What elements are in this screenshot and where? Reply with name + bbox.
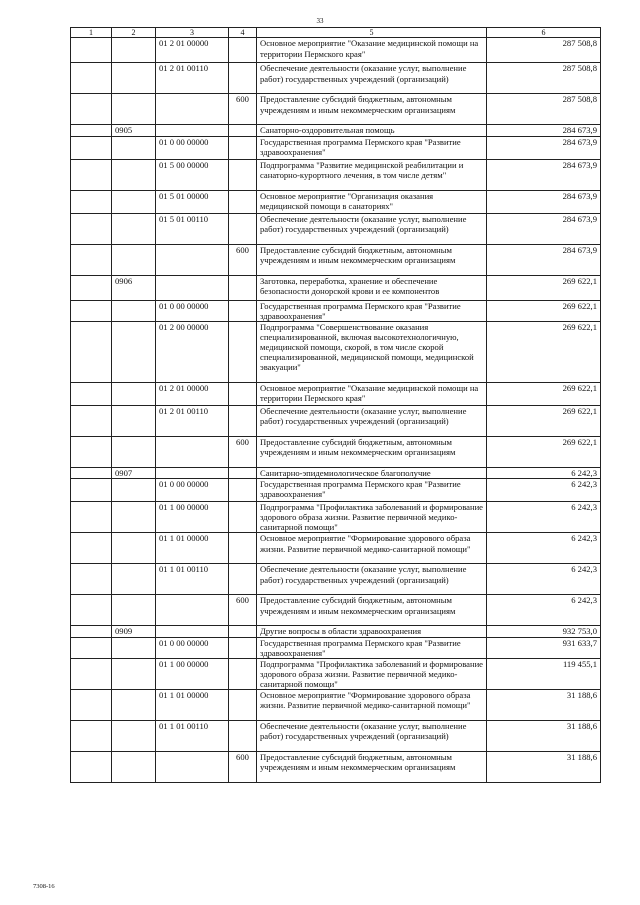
row-col1-cell (71, 721, 112, 752)
row-name: Предоставление субсидий бюджетным, автономным учреждениям и иным некоммерческим организациям (257, 244, 487, 275)
row-col1-cell (71, 321, 112, 382)
row-name: Обеспечение деятельности (оказание услуг, выполнение работ) государственных учреждений (организаций) (257, 213, 487, 244)
row-col1-cell (71, 94, 112, 125)
row-expense-type-code: 600 (229, 94, 257, 125)
row-section-code (112, 721, 156, 752)
row-amount: 269 622,1 (487, 321, 601, 382)
row-col1-cell (71, 637, 112, 658)
row-section-code (112, 752, 156, 783)
row-expense-type-code (229, 405, 257, 436)
row-target-article-code: 01 1 00 00000 (156, 502, 229, 533)
table-row (71, 564, 601, 595)
row-section-code (112, 658, 156, 689)
row-section-code (112, 382, 156, 405)
row-expense-type-code: 600 (229, 752, 257, 783)
table-row (71, 595, 601, 626)
row-amount: 31 188,6 (487, 690, 601, 721)
row-amount: 287 508,8 (487, 38, 601, 63)
row-section-code (112, 690, 156, 721)
row-name: Государственная программа Пермского края "Развитие здравоохранения" (257, 637, 487, 658)
row-section-code (112, 502, 156, 533)
row-target-article-code: 01 1 00 00000 (156, 658, 229, 689)
row-col1-cell (71, 467, 112, 478)
table-row (71, 275, 601, 300)
row-name: Государственная программа Пермского края "Развитие здравоохранения" (257, 136, 487, 159)
row-expense-type-code (229, 321, 257, 382)
row-target-article-code (156, 626, 229, 637)
table-row (71, 382, 601, 405)
row-col1-cell (71, 626, 112, 637)
row-name: Подпрограмма "Развитие медицинской реабилитации и санаторно-курортного лечения, в том числе детям" (257, 159, 487, 190)
row-target-article-code: 01 2 01 00000 (156, 38, 229, 63)
table-row (71, 63, 601, 94)
row-section-code: 0907 (112, 467, 156, 478)
row-section-code (112, 300, 156, 321)
row-expense-type-code (229, 626, 257, 637)
row-col1-cell (71, 244, 112, 275)
row-amount: 6 242,3 (487, 595, 601, 626)
row-target-article-code: 01 0 00 00000 (156, 300, 229, 321)
row-amount: 287 508,8 (487, 63, 601, 94)
row-target-article-code: 01 2 00 00000 (156, 321, 229, 382)
row-col1-cell (71, 436, 112, 467)
row-col1-cell (71, 300, 112, 321)
row-amount: 287 508,8 (487, 94, 601, 125)
table-row (71, 721, 601, 752)
row-col1-cell (71, 564, 112, 595)
row-target-article-code: 01 0 00 00000 (156, 637, 229, 658)
row-name: Обеспечение деятельности (оказание услуг, выполнение работ) государственных учреждений (организаций) (257, 564, 487, 595)
row-amount: 119 455,1 (487, 658, 601, 689)
table-row (71, 300, 601, 321)
table-row (71, 479, 601, 502)
row-col1-cell (71, 213, 112, 244)
row-section-code (112, 38, 156, 63)
row-name: Предоставление субсидий бюджетным, автономным учреждениям и иным некоммерческим организациям (257, 752, 487, 783)
row-amount: 269 622,1 (487, 382, 601, 405)
row-target-article-code: 01 5 01 00110 (156, 213, 229, 244)
row-section-code (112, 479, 156, 502)
table-row (71, 94, 601, 125)
row-name: Подпрограмма "Профилактика заболеваний и формирование здорового образа жизни. Развитие первичной медико-санитарной помощи" (257, 502, 487, 533)
row-section-code (112, 595, 156, 626)
row-amount: 31 188,6 (487, 721, 601, 752)
table-row (71, 626, 601, 637)
row-expense-type-code (229, 136, 257, 159)
row-target-article-code (156, 94, 229, 125)
row-col1-cell (71, 275, 112, 300)
row-section-code (112, 244, 156, 275)
row-section-code (112, 213, 156, 244)
row-name: Обеспечение деятельности (оказание услуг, выполнение работ) государственных учреждений (организаций) (257, 721, 487, 752)
row-expense-type-code (229, 637, 257, 658)
row-amount: 284 673,9 (487, 190, 601, 213)
row-target-article-code: 01 0 00 00000 (156, 479, 229, 502)
row-target-article-code (156, 467, 229, 478)
row-target-article-code (156, 752, 229, 783)
row-section-code (112, 63, 156, 94)
row-section-code (112, 94, 156, 125)
row-expense-type-code: 600 (229, 595, 257, 626)
row-expense-type-code (229, 300, 257, 321)
page-number: 33 (316, 17, 324, 25)
row-expense-type-code (229, 564, 257, 595)
row-amount: 931 633,7 (487, 637, 601, 658)
row-section-code: 0909 (112, 626, 156, 637)
row-amount: 284 673,9 (487, 213, 601, 244)
row-expense-type-code (229, 159, 257, 190)
row-target-article-code: 01 2 01 00110 (156, 405, 229, 436)
row-expense-type-code (229, 382, 257, 405)
row-amount: 6 242,3 (487, 467, 601, 478)
row-name: Основное мероприятие "Формирование здорового образа жизни. Развитие первичной медико-санитарной помощи" (257, 690, 487, 721)
row-expense-type-code (229, 533, 257, 564)
row-name: Основное мероприятие "Оказание медицинской помощи на территории Пермского края" (257, 382, 487, 405)
header-col-5: 5 (257, 28, 487, 38)
table-row (71, 690, 601, 721)
row-target-article-code: 01 1 01 00000 (156, 690, 229, 721)
row-name: Основное мероприятие "Оказание медицинской помощи на территории Пермского края" (257, 38, 487, 63)
row-col1-cell (71, 595, 112, 626)
row-target-article-code: 01 1 01 00110 (156, 721, 229, 752)
row-col1-cell (71, 63, 112, 94)
row-expense-type-code (229, 690, 257, 721)
row-expense-type-code: 600 (229, 436, 257, 467)
row-amount: 6 242,3 (487, 479, 601, 502)
row-col1-cell (71, 533, 112, 564)
table-row (71, 658, 601, 689)
row-name: Подпрограмма "Профилактика заболеваний и формирование здорового образа жизни. Развитие первичной медико-санитарной помощи" (257, 658, 487, 689)
row-amount: 269 622,1 (487, 436, 601, 467)
table-row (71, 467, 601, 478)
row-expense-type-code (229, 125, 257, 136)
table-row (71, 125, 601, 136)
row-expense-type-code: 600 (229, 244, 257, 275)
row-name: Предоставление субсидий бюджетным, автономным учреждениям и иным некоммерческим организациям (257, 436, 487, 467)
row-name: Обеспечение деятельности (оказание услуг, выполнение работ) государственных учреждений (организаций) (257, 63, 487, 94)
row-name: Предоставление субсидий бюджетным, автономным учреждениям и иным некоммерческим организациям (257, 595, 487, 626)
row-amount: 6 242,3 (487, 502, 601, 533)
row-amount: 269 622,1 (487, 405, 601, 436)
row-target-article-code: 01 5 00 00000 (156, 159, 229, 190)
table-row (71, 190, 601, 213)
row-col1-cell (71, 136, 112, 159)
table-row (71, 752, 601, 783)
row-col1-cell (71, 38, 112, 63)
row-target-article-code: 01 2 01 00000 (156, 382, 229, 405)
row-section-code (112, 436, 156, 467)
table-row (71, 38, 601, 63)
row-name: Подпрограмма "Совершенствование оказания специализированной, включая высокотехнологичную, медицинской помощи, скорой, в том числе скорой специализированной, медицинской помощи, медицинской эвакуации" (257, 321, 487, 382)
row-section-code (112, 564, 156, 595)
row-amount: 269 622,1 (487, 300, 601, 321)
row-amount: 284 673,9 (487, 159, 601, 190)
row-target-article-code (156, 275, 229, 300)
row-expense-type-code (229, 63, 257, 94)
row-target-article-code: 01 1 01 00000 (156, 533, 229, 564)
row-target-article-code: 01 0 00 00000 (156, 136, 229, 159)
table-row (71, 405, 601, 436)
row-name: Государственная программа Пермского края "Развитие здравоохранения" (257, 300, 487, 321)
row-col1-cell (71, 382, 112, 405)
row-section-code: 0905 (112, 125, 156, 136)
header-col-1: 1 (71, 28, 112, 38)
row-col1-cell (71, 479, 112, 502)
table-row (71, 637, 601, 658)
row-name: Обеспечение деятельности (оказание услуг, выполнение работ) государственных учреждений (организаций) (257, 405, 487, 436)
table-row (71, 244, 601, 275)
row-section-code (112, 321, 156, 382)
row-amount: 284 673,9 (487, 244, 601, 275)
table-row (71, 502, 601, 533)
row-col1-cell (71, 752, 112, 783)
row-col1-cell (71, 690, 112, 721)
row-section-code (112, 159, 156, 190)
row-name: Санаторно-оздоровительная помощь (257, 125, 487, 136)
table-row (71, 136, 601, 159)
row-name: Другие вопросы в области здравоохранения (257, 626, 487, 637)
table-body (71, 38, 601, 783)
budget-table (70, 27, 601, 783)
row-name: Предоставление субсидий бюджетным, автономным учреждениям и иным некоммерческим организациям (257, 94, 487, 125)
row-col1-cell (71, 405, 112, 436)
row-expense-type-code (229, 38, 257, 63)
row-section-code (112, 637, 156, 658)
row-amount: 6 242,3 (487, 564, 601, 595)
row-amount: 31 188,6 (487, 752, 601, 783)
table-row (71, 213, 601, 244)
header-col-6: 6 (487, 28, 601, 38)
row-amount: 6 242,3 (487, 533, 601, 564)
row-col1-cell (71, 159, 112, 190)
row-amount: 269 622,1 (487, 275, 601, 300)
row-amount: 284 673,9 (487, 136, 601, 159)
table-row (71, 436, 601, 467)
row-expense-type-code (229, 213, 257, 244)
row-expense-type-code (229, 190, 257, 213)
header-row (71, 28, 601, 38)
header-col-4: 4 (229, 28, 257, 38)
row-expense-type-code (229, 479, 257, 502)
header-col-3: 3 (156, 28, 229, 38)
row-section-code (112, 405, 156, 436)
row-amount: 932 753,0 (487, 626, 601, 637)
row-col1-cell (71, 502, 112, 533)
row-name: Санитарно-эпидемиологическое благополучие (257, 467, 487, 478)
table-row (71, 533, 601, 564)
row-amount: 284 673,9 (487, 125, 601, 136)
row-name: Государственная программа Пермского края "Развитие здравоохранения" (257, 479, 487, 502)
row-section-code (112, 136, 156, 159)
row-expense-type-code (229, 275, 257, 300)
row-target-article-code: 01 5 01 00000 (156, 190, 229, 213)
row-name: Основное мероприятие "Формирование здорового образа жизни. Развитие первичной медико-санитарной помощи" (257, 533, 487, 564)
row-col1-cell (71, 658, 112, 689)
row-expense-type-code (229, 467, 257, 478)
row-section-code (112, 533, 156, 564)
header-col-2: 2 (112, 28, 156, 38)
row-target-article-code: 01 2 01 00110 (156, 63, 229, 94)
row-target-article-code (156, 436, 229, 467)
row-target-article-code (156, 595, 229, 626)
table-row (71, 159, 601, 190)
row-name: Основное мероприятие "Организация оказания медицинской помощи в санаториях" (257, 190, 487, 213)
row-col1-cell (71, 125, 112, 136)
row-target-article-code (156, 244, 229, 275)
row-expense-type-code (229, 658, 257, 689)
row-expense-type-code (229, 721, 257, 752)
row-expense-type-code (229, 502, 257, 533)
row-target-article-code: 01 1 01 00110 (156, 564, 229, 595)
row-section-code (112, 190, 156, 213)
row-name: Заготовка, переработка, хранение и обеспечение безопасности донорской крови и ее компонентов (257, 275, 487, 300)
row-target-article-code (156, 125, 229, 136)
footer-code: 7308-16 (33, 883, 55, 890)
row-section-code: 0906 (112, 275, 156, 300)
table-row (71, 321, 601, 382)
row-col1-cell (71, 190, 112, 213)
